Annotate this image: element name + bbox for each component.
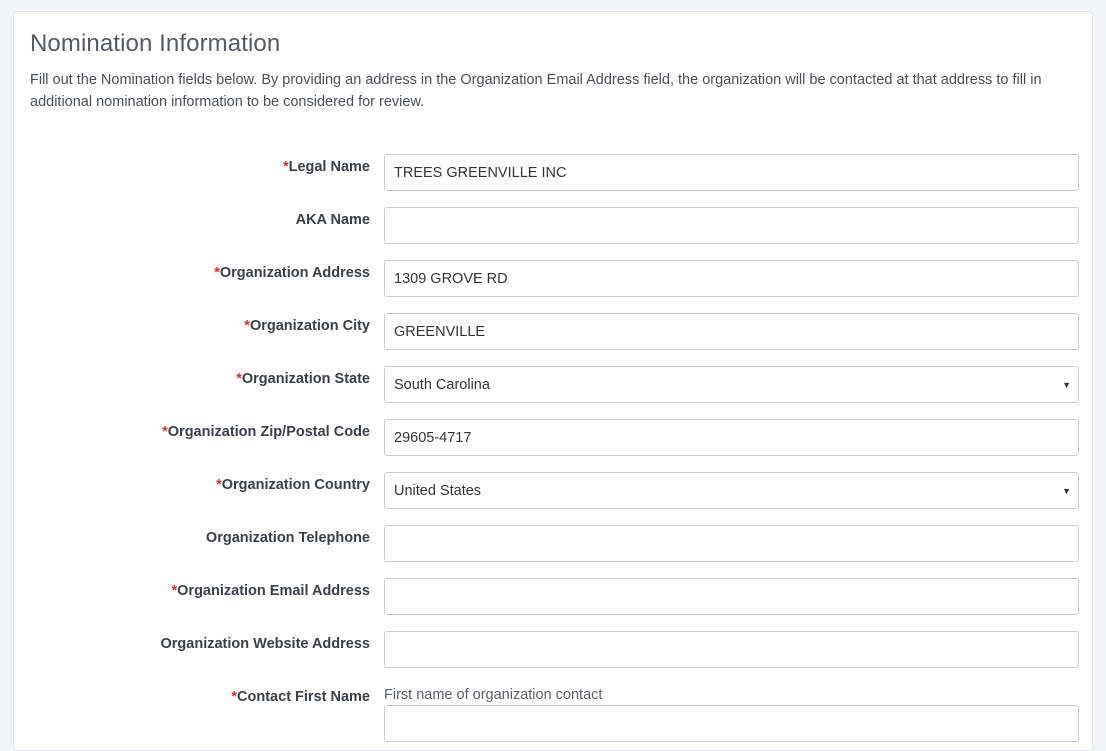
required-marker: * bbox=[214, 265, 220, 281]
required-marker: * bbox=[216, 477, 222, 493]
contact-first-label: *Contact First Name bbox=[231, 689, 370, 705]
caret-down-icon: ▼ bbox=[1062, 379, 1071, 390]
section-description: Fill out the Nomination fields below. By providing an address in the Organization Email Address field, the organization will be contacted at that address to fill in additional nomination information to be considered for review. bbox=[30, 72, 1042, 110]
org-website-label: Organization Website Address bbox=[160, 636, 370, 652]
org-state-row bbox=[14, 366, 1093, 404]
org-phone-input[interactable] bbox=[384, 525, 1079, 562]
aka-name-input[interactable] bbox=[384, 207, 1079, 244]
nomination-card bbox=[13, 11, 1093, 751]
org-website-row bbox=[14, 631, 1093, 669]
org-city-input[interactable] bbox=[384, 313, 1079, 350]
org-phone-label: Organization Telephone bbox=[205, 530, 370, 546]
required-marker: * bbox=[231, 689, 238, 705]
org-email-row bbox=[14, 578, 1093, 616]
contact-first-hint: First name of organization contact bbox=[384, 687, 603, 703]
org-zip-row bbox=[14, 419, 1093, 457]
required-marker: * bbox=[244, 318, 250, 334]
required-marker: * bbox=[162, 424, 168, 440]
required-marker: * bbox=[171, 583, 178, 599]
legal-name-label: *Legal Name bbox=[282, 159, 370, 175]
org-country-label: *Organization Country bbox=[216, 477, 370, 493]
org-address-row bbox=[14, 260, 1093, 298]
org-city-row bbox=[14, 313, 1093, 351]
aka-name-row bbox=[14, 207, 1093, 245]
org-state-select[interactable] bbox=[384, 366, 1079, 403]
org-state-selected: South Carolina bbox=[394, 376, 490, 393]
org-phone-row bbox=[14, 525, 1093, 563]
org-zip-label: *Organization Zip/Postal Code bbox=[162, 424, 370, 440]
legal-name-row bbox=[14, 154, 1093, 192]
required-marker: * bbox=[236, 371, 242, 387]
org-email-input[interactable] bbox=[384, 578, 1079, 615]
caret-down-icon: ▼ bbox=[1062, 485, 1071, 496]
aka-name-label: AKA Name bbox=[295, 212, 370, 228]
legal-name-input[interactable] bbox=[384, 154, 1079, 191]
contact-first-row bbox=[14, 684, 1093, 750]
org-state-label: *Organization State bbox=[236, 371, 370, 387]
required-marker: * bbox=[282, 159, 289, 175]
org-website-input[interactable] bbox=[384, 631, 1079, 668]
org-country-row bbox=[14, 472, 1093, 510]
contact-first-input[interactable] bbox=[384, 705, 1079, 742]
org-email-label: *Organization Email Address bbox=[171, 583, 370, 599]
section-title: Nomination Information bbox=[30, 30, 281, 57]
org-country-select[interactable] bbox=[384, 472, 1079, 509]
org-country-selected: United States bbox=[394, 482, 482, 499]
org-address-input[interactable] bbox=[384, 260, 1079, 297]
org-zip-input[interactable] bbox=[384, 419, 1079, 456]
org-address-label: *Organization Address bbox=[214, 265, 370, 281]
org-city-label: *Organization City bbox=[244, 318, 370, 334]
